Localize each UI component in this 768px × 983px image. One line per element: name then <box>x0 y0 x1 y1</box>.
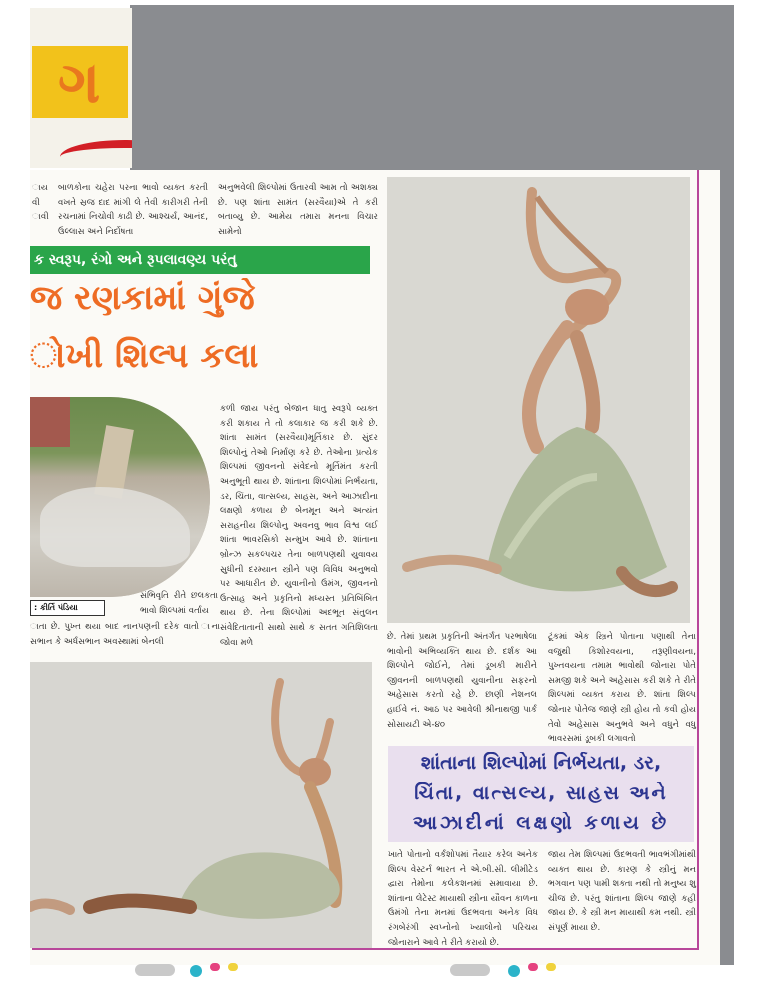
headline-line-2: ોખી શિલ્પ કલા <box>30 336 259 376</box>
photo-credit: : કીર્તિ પંડિયા <box>30 600 105 616</box>
text-line: વી <box>32 197 40 208</box>
text-column-top-c: અનુભવેલી શિલ્પોમાં ઉતારવી આમ તો અશક્ય છે. પણ શાંતા સામંત (સરવૈયા)એ તે કરી બતાવ્યુ છે. આમેય તમારા મનના વિચાર સામેનો <box>218 183 378 237</box>
registration-dot-yellow <box>546 963 556 971</box>
sculpture-photo-reclining <box>30 662 372 948</box>
text-column-3: છે. તેમાં પ્રથમ પ્રકૃતિની અંતર્ગત પરભાષેલા ભાવોની અભિવ્યક્તિ થાય છે. દર્શક આ શિલ્પોને જોઈને, તેમાં ડૂબકી મારીને જીવનની બાળપણથી યુવાનીના સફરનો અહેસાસ કરતો રહે છે. છાણી નેશનલ હાઈવે નં. આઠ પર આવેલી શ્રીનાથજી પાર્ક સોસાયટી એ-૪૦ <box>387 632 537 730</box>
background-grey <box>130 5 734 170</box>
pull-quote-line-2: ચિંતા, વાત્સલ્ય, સાહસ અને <box>414 782 668 804</box>
text-column-top-a <box>32 181 52 225</box>
headline-line-1: જ રણકામાં ગુંજે <box>30 278 255 318</box>
text-column-5: ખાતે પોતાનો વર્કશોપમાં તૈયાર કરેલ અનેક શિલ્પ વેસ્ટર્ન ભારત ને એ.બી.સી. લીમીટેડ દ્વારા તેમોના કલેકશનમાં સમાવાયા છે. શાંતાના લેટેસ્ટ માયાથી સ્ત્રીના યૌવન કાળના ઉમંગો તેના મનમાં ઉદભવતા અનેક વિધ રંગબેરંગી સ્વપ્નોનો ખ્યાલોનો પરિચય જોનારાને આવે તે રીતે કરાયો છે. <box>388 850 538 948</box>
background-grey-right <box>720 5 734 965</box>
registration-mark <box>450 964 490 976</box>
sculpture-photo-seated <box>387 177 690 623</box>
registration-mark <box>135 964 175 976</box>
registration-dot-magenta <box>528 963 538 971</box>
registration-dot-cyan <box>190 965 202 977</box>
text-column-mid-right: કળી જાય પરંતુ બેજાન ધાતુ સ્વરૂપે વ્યક્ત કરી શકાય તે તો કલાકાર જ કરી શકે છે. શાંતા સામંત (સરવૈયા)મૂર્તિકાર છે. સુંદર શિલ્પોનું તેઓ નિર્માણ કરે છે. તેઓના પ્રત્યેક શિલ્પમાં જીવનનો સંવેદનો મૂર્તિમંત કરતી અનુભૂતી થાય છે. શાંતાના શિલ્પોમાં નિર્ભયતા, ડર, ચિંતા, વાત્સલ્ય, સાહસ, અને આઝાદીના લક્ષણો કળાય છે બેનમૂન અને અત્યંત સરાહનીય શિલ્પોનુ અવનવુ ભાવ વિશ્વ લઈ શાંતા ભાવરસિકો સન્મુખ આવે છે. શાંતાના બ્રોન્ઝ સકલ્પચર તેના બાળપણથી યુવાવય સુધીની દરમ્યાન સ્ત્રીને પણ વિવિધ અનુભવો પર આધારીત છે. યુવાનીનો ઉમંગ, જીવનનો ઉત્સાહ અને પ્રકૃતિનો મધ્યસ્ત પ્રતિબિંબિત થાય છે. તેના શિલ્પોમાં અદભૂત સંતુલન સંવેદિતાતાની સાથો સાથે ક સતત ગતિશિલતા જોવા મળે <box>220 404 378 648</box>
registration-dot-cyan <box>508 965 520 977</box>
text-line: ાય <box>32 183 48 193</box>
text-column-mid-sub: ાતા છે. પુખ્ત થયા બાદ નાનપણની દરેક વાતો ાના સભાન કે અર્ધસભાન અવસ્થામાં બેનલી <box>30 622 220 647</box>
pull-quote-line-3: આઝાદીનાં લક્ષણો કળાય છે <box>412 812 670 834</box>
text-column-6: જાય તેમ શિલ્પમાં ઉદભવતી ભાવભંગીમાંથી વ્યક્ત થાય છે. કારણ કે સ્ત્રીનું મન ભગવાન પણ પામી શક્તા નથી તો મનુષ્ય શુ ચીજ છે. પરંતુ શાંતાના શિલ્પ જાણે કહી જાય છે. કે સ્ત્રી મન માયાથી કમ નથી. સ્ત્રી સંપૂર્ણ માયા છે. <box>548 850 696 933</box>
text-column-top-b: બાળકોના ચહેરા પરના ભાવો વ્યક્ત કરતી વખતે સ્રજ દાદ માંગી લે તેવી કારીગરી તેની રચનામાં નિચોવી કાઢી છે. આશ્ચર્ય, આનંદ, ઉલ્લાસ અને નિર્દોષતા <box>58 183 208 237</box>
green-banner: ક સ્વરૂપ, રંગો અને રૂપલાવણ્ય પરંતુ <box>30 246 370 274</box>
masthead-swoosh <box>60 140 132 168</box>
text-column-4: ટૂંકમાં એક સ્ત્રિને પોતાના પણાથી તેના વજુથી કિશોરવયના, તરૂણીવયના, પુખ્તવયના તમામ ભાવોથી જોનારા પોતે સમજી શકે અને અહેસાસ કરી શકે તે રીતે શિલ્પમાં વ્યક્ત કરાય છે. શાંતા શિલ્પ જોનાર પોતેજ જાણે સ્ત્રી હોય તો કવી હોય તેવો અહેસાસ અનુભવે અને વધુને વધુ ભાવરસમાં ડૂબકી લગાવતો <box>548 632 696 745</box>
registration-dot-yellow <box>228 963 238 971</box>
pull-quote-box <box>388 746 694 842</box>
registration-dot-magenta <box>210 963 220 971</box>
masthead-glyph: ગ <box>58 48 101 116</box>
masthead-clipping <box>30 8 132 168</box>
text-line: ાવી <box>32 212 49 223</box>
pull-quote-line-1: શાંતાના શિલ્પોમાં નિર્ભયતા, ડર, <box>420 752 662 774</box>
text-column-mid-left: સંભિવૃતિ રીતે છલકતા ભાવો શિલ્પમાં વર્તાય <box>140 591 218 616</box>
workshop-photo <box>30 397 210 597</box>
